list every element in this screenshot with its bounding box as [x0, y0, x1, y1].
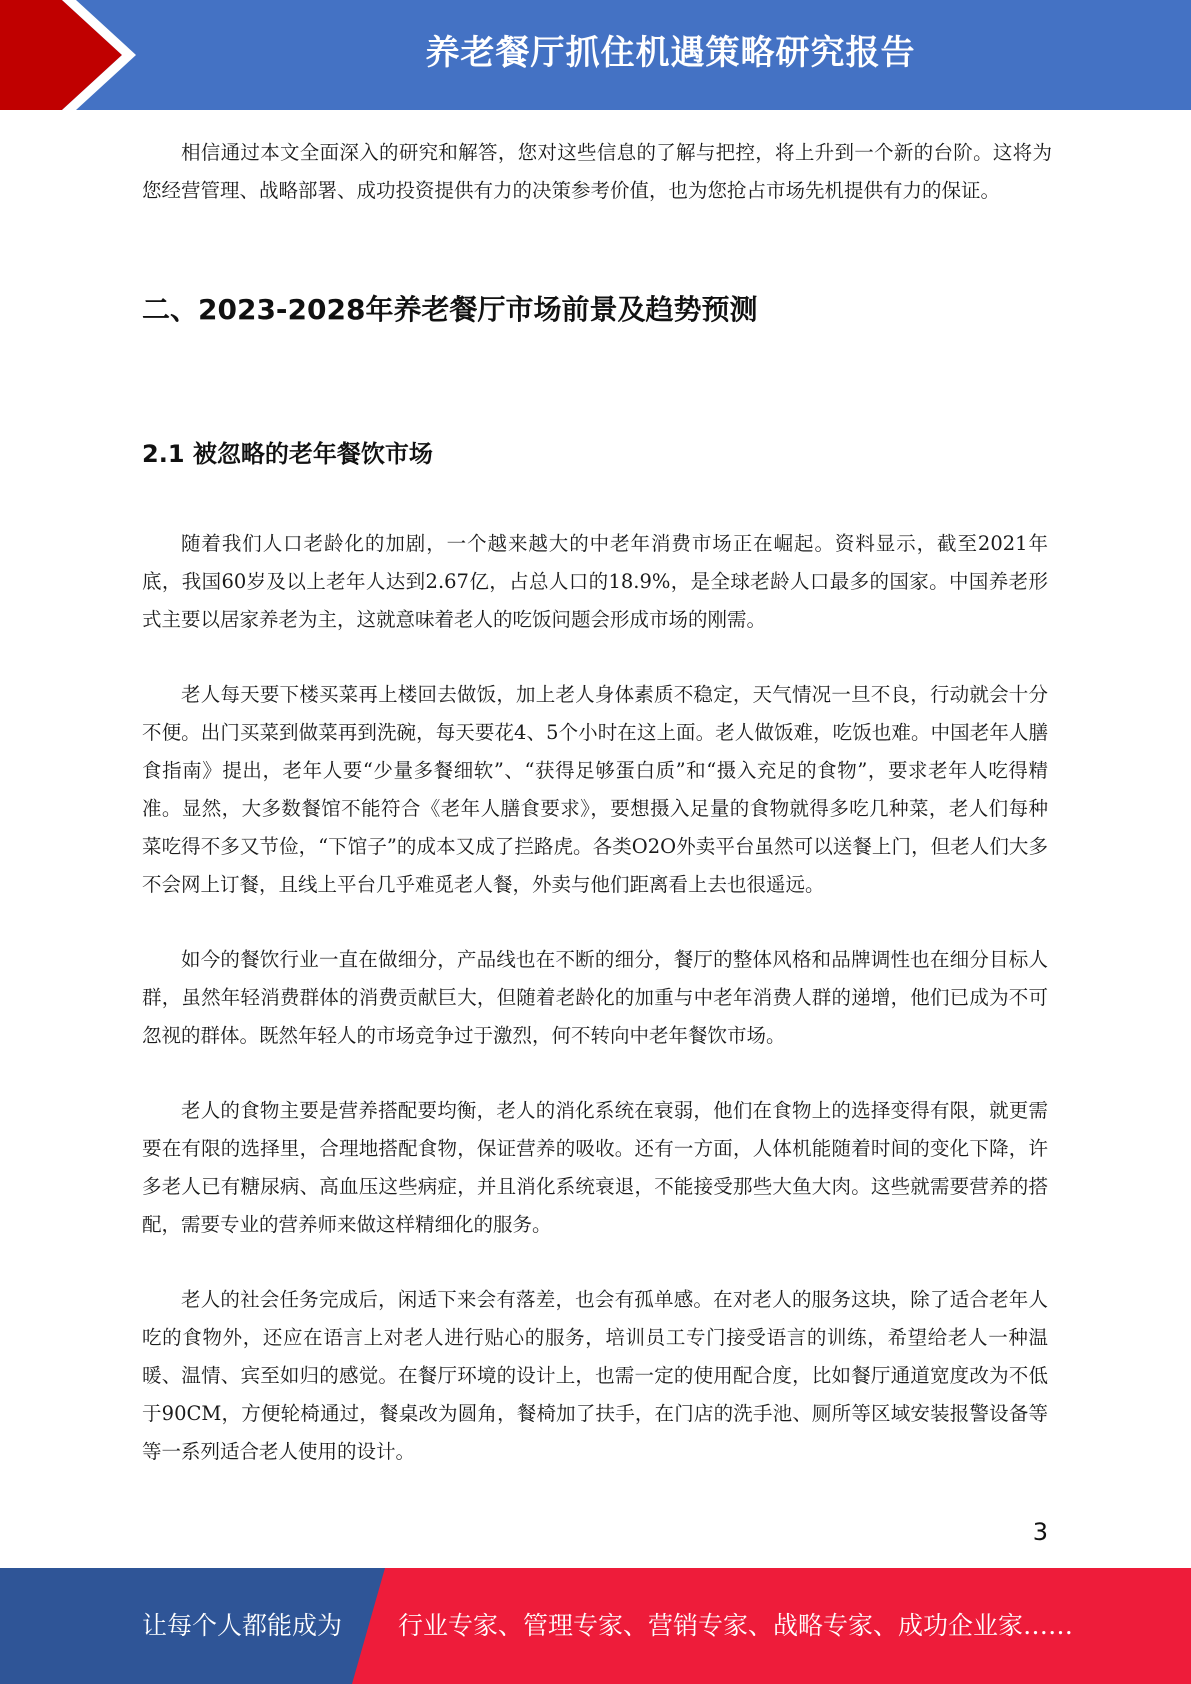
header-chevron-icon [0, 0, 150, 110]
body-paragraph: 老人每天要下楼买菜再上楼回去做饭，加上老人身体素质不稳定，天气情况一旦不良，行动就会十分不便。出门买菜到做菜再到洗碗，每天要花4、5个小时在这上面。老人做饭难，吃饭也难。中国老年人膳食指南》提出，老年人要“少量多餐细软”、“获得足够蛋白质”和“摄入充足的食物”，要求老年人吃得精准。显然，大多数餐馆不能符合《老年人膳食要求》，要想摄入足量的食物就得多吃几种菜，老人们每种菜吃得不多又节俭，“下馆子”的成本又成了拦路虎。各类O2O外卖平台虽然可以送餐上门，但老人们大多不会网上订餐，且线上平台几乎难觅老人餐，外卖与他们距离看上去也很遥远。 [142, 683, 1048, 896]
body-paragraph: 老人的社会任务完成后，闲适下来会有落差，也会有孤单感。在对老人的服务这块，除了适合老年人吃的食物外，还应在语言上对老人进行贴心的服务，培训员工专门接受语言的训练，希望给老人一种温暖、温情、宾至如归的感觉。在餐厅环境的设计上，也需一定的使用配合度，比如餐厅通道宽度改为不低于90CM，方便轮椅通过，餐桌改为圆角，餐椅加了扶手，在门店的洗手池、厕所等区域安装报警设备等等一系列适合老人使用的设计。 [142, 1288, 1048, 1463]
page-number: 3 [1032, 1518, 1048, 1546]
body-paragraph: 如今的餐饮行业一直在做细分，产品线也在不断的细分，餐厅的整体风格和品牌调性也在细分目标人群，虽然年轻消费群体的消费贡献巨大，但随着老龄化的加重与中老年消费人群的递增，他们已成为不可忽视的群体。既然年轻人的市场竞争过于激烈，何不转向中老年餐饮市场。 [142, 948, 1048, 1047]
page-footer [0, 1568, 1191, 1684]
intro-block [142, 134, 1052, 210]
body-text [142, 525, 1048, 1508]
intro-paragraph: 相信通过本文全面深入的研究和解答，您对这些信息的了解与把控，将上升到一个新的台阶。这将为您经营管理、战略部署、成功投资提供有力的决策参考价值，也为您抢占市场先机提供有力的保证。 [142, 141, 1052, 202]
page-header [0, 0, 1191, 110]
footer-right-text: 行业专家、管理专家、营销专家、战略专家、成功企业家…… [398, 1611, 1074, 1640]
body-paragraph: 老人的食物主要是营养搭配要均衡，老人的消化系统在衰弱，他们在食物上的选择变得有限，就更需要在有限的选择里，合理地搭配食物，保证营养的吸收。还有一方面，人体机能随着时间的变化下降，许多老人已有糖尿病、高血压这些病症，并且消化系统衰退，不能接受那些大鱼大肉。这些就需要营养的搭配，需要专业的营养师来做这样精细化的服务。 [142, 1099, 1048, 1236]
body-paragraph: 随着我们人口老龄化的加剧，一个越来越大的中老年消费市场正在崛起。资料显示，截至2021年底，我国60岁及以上老年人达到2.67亿，占总人口的18.9%，是全球老龄人口最多的国家。中国养老形式主要以居家养老为主，这就意味着老人的吃饭问题会形成市场的刚需。 [142, 532, 1048, 631]
section-heading: 二、2023-2028年养老餐厅市场前景及趋势预测 [142, 293, 758, 326]
footer-left-text: 让每个人都能成为 [142, 1611, 343, 1640]
header-title: 养老餐厅抓住机遇策略研究报告 [425, 33, 916, 73]
subsection-heading: 2.1 被忽略的老年餐饮市场 [142, 440, 433, 468]
